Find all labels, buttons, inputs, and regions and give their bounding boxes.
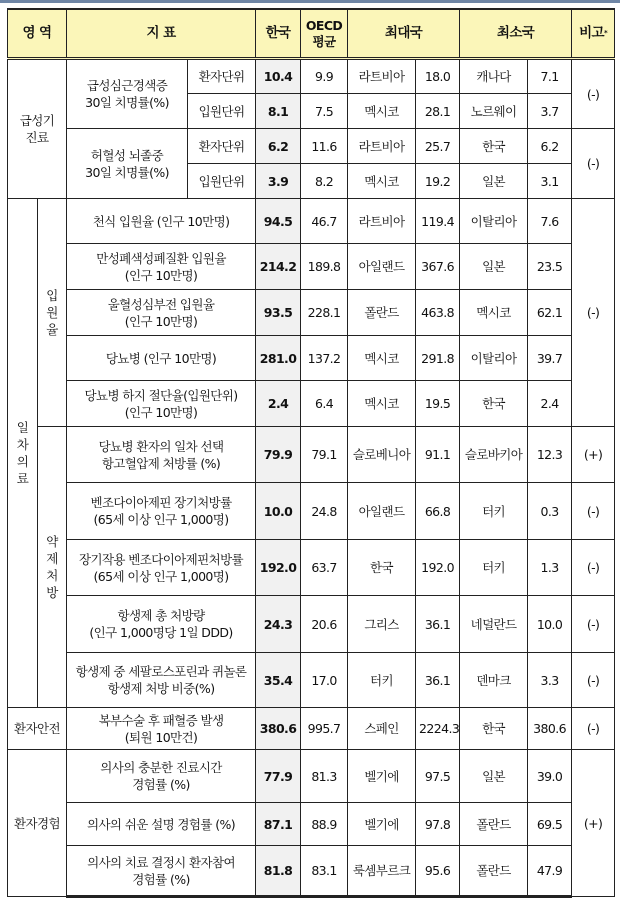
max-country: 벨기에 — [348, 750, 416, 803]
min-value: 47.9 — [528, 846, 572, 897]
min-value: 3.7 — [528, 94, 572, 129]
header-indicator: 지 표 — [67, 9, 256, 59]
oecd-value: 137.2 — [301, 336, 348, 381]
min-value: 7.6 — [528, 199, 572, 244]
area-patient-experience: 환자경험 — [8, 750, 67, 897]
min-country: 터키 — [460, 483, 528, 540]
unit: 입원단위 — [188, 94, 256, 129]
table-row — [8, 59, 615, 94]
table-row — [8, 653, 615, 708]
korea-value: 77.9 — [256, 750, 301, 803]
korea-value: 2.4 — [256, 381, 301, 427]
indicator-text: (인구 10만명) — [124, 404, 198, 420]
indicator-text: 항고혈압제 처방률 (%) — [101, 455, 221, 471]
indicator — [67, 596, 256, 653]
max-value: 28.1 — [416, 94, 460, 129]
note: (+) — [572, 427, 615, 483]
table-row — [8, 129, 615, 164]
korea-value: 94.5 — [256, 199, 301, 244]
indicator-text: (65세 이상 인구 1,000명) — [93, 512, 229, 527]
indicator-text: 의사의 쉬운 설명 경험률 (%) — [86, 816, 236, 832]
korea-value: 79.9 — [256, 427, 301, 483]
oecd-value: 24.8 — [301, 483, 348, 540]
min-value: 10.0 — [528, 596, 572, 653]
indicator-stroke — [67, 129, 188, 199]
max-country: 벨기에 — [348, 803, 416, 846]
unit: 환자단위 — [188, 59, 256, 94]
min-country: 한국 — [460, 708, 528, 750]
table-row — [8, 750, 615, 803]
table-row — [8, 427, 615, 483]
oecd-value: 88.9 — [301, 803, 348, 846]
oecd-value: 63.7 — [301, 540, 348, 596]
area-patient-safety: 환자안전 — [8, 708, 67, 750]
table-row — [8, 846, 615, 897]
header-row — [8, 9, 615, 59]
oecd-value: 228.1 — [301, 290, 348, 336]
max-country: 아일랜드 — [348, 483, 416, 540]
max-value: 192.0 — [416, 540, 460, 596]
min-value: 0.3 — [528, 483, 572, 540]
max-value: 119.4 — [416, 199, 460, 244]
area-char: 의 — [16, 454, 29, 469]
max-value: 97.5 — [416, 750, 460, 803]
indicator-text: 울혈성심부전 입원율 — [107, 296, 215, 312]
max-country: 라트비아 — [348, 59, 416, 94]
table-row — [8, 199, 615, 244]
oecd-value: 7.5 — [301, 94, 348, 129]
max-value: 291.8 — [416, 336, 460, 381]
min-country: 일본 — [460, 244, 528, 290]
korea-value: 281.0 — [256, 336, 301, 381]
indicator-text: 당뇨병 환자의 일차 선택 — [98, 438, 224, 454]
max-country: 룩셈부르크 — [348, 846, 416, 897]
min-country: 폴란드 — [460, 803, 528, 846]
indicator — [67, 803, 256, 846]
indicator — [67, 381, 256, 427]
header-oecd-line2: 평균 — [312, 33, 336, 49]
korea-value: 87.1 — [256, 803, 301, 846]
subarea-prescription — [38, 427, 67, 708]
max-country: 멕시코 — [348, 164, 416, 199]
min-country: 터키 — [460, 540, 528, 596]
header-min-country: 최소국 — [460, 9, 572, 59]
min-country: 한국 — [460, 129, 528, 164]
header-oecd — [301, 9, 348, 59]
indicator-text: 30일 치명률(%) — [85, 164, 169, 180]
note: (-) — [572, 540, 615, 596]
max-country: 멕시코 — [348, 94, 416, 129]
table-row — [8, 708, 615, 750]
table-row — [8, 244, 615, 290]
indicator-text: (인구 1,000명당 1일 DDD) — [89, 625, 233, 640]
min-country: 이탈리아 — [460, 336, 528, 381]
max-country: 폴란드 — [348, 290, 416, 336]
unit: 환자단위 — [188, 129, 256, 164]
header-note-label: 비고 — [579, 25, 604, 41]
table-row — [8, 540, 615, 596]
max-value: 66.8 — [416, 483, 460, 540]
subarea-char: 원 — [46, 305, 58, 320]
header-note — [572, 9, 615, 59]
korea-value: 10.4 — [256, 59, 301, 94]
max-value: 19.5 — [416, 381, 460, 427]
max-country: 라트비아 — [348, 199, 416, 244]
header-area: 영 역 — [8, 9, 67, 59]
oecd-value: 20.6 — [301, 596, 348, 653]
area-label: 진료 — [25, 130, 49, 145]
oecd-value: 8.2 — [301, 164, 348, 199]
korea-value: 35.4 — [256, 653, 301, 708]
indicator-text: 만성폐색성폐질환 입원율 — [96, 250, 226, 266]
indicator-text: 급성심근경색증 — [86, 78, 168, 93]
korea-value: 93.5 — [256, 290, 301, 336]
area-char: 일 — [16, 420, 29, 435]
oecd-value: 6.4 — [301, 381, 348, 427]
note: (-) — [572, 708, 615, 750]
note: (+) — [572, 750, 615, 897]
min-country: 노르웨이 — [460, 94, 528, 129]
indicator-text: 천식 입원율 (인구 10만명) — [92, 213, 230, 229]
min-value: 39.7 — [528, 336, 572, 381]
area-char: 료 — [16, 471, 29, 486]
max-country: 한국 — [348, 540, 416, 596]
indicator — [67, 336, 256, 381]
max-country: 터키 — [348, 653, 416, 708]
unit: 입원단위 — [188, 164, 256, 199]
indicator — [67, 427, 256, 483]
oecd-value: 11.6 — [301, 129, 348, 164]
indicator — [67, 483, 256, 540]
indicator — [67, 199, 256, 244]
table-row — [8, 336, 615, 381]
indicator-text: 경험률 (%) — [132, 777, 190, 792]
min-value: 2.4 — [528, 381, 572, 427]
oecd-value: 995.7 — [301, 708, 348, 750]
min-country: 일본 — [460, 750, 528, 803]
oecd-value: 17.0 — [301, 653, 348, 708]
max-country: 그리스 — [348, 596, 416, 653]
subarea-char: 약 — [46, 534, 58, 549]
max-country: 스페인 — [348, 708, 416, 750]
indicator-text: (인구 10만명) — [124, 267, 198, 283]
indicator-text: (65세 이상 인구 1,000명) — [93, 568, 229, 584]
min-value: 12.3 — [528, 427, 572, 483]
max-value: 19.2 — [416, 164, 460, 199]
header-korea: 한국 — [256, 9, 301, 59]
header-max-country: 최대국 — [348, 9, 460, 59]
min-country: 이탈리아 — [460, 199, 528, 244]
health-indicator-table — [7, 8, 615, 898]
min-value: 39.0 — [528, 750, 572, 803]
header-note-mark: * — [603, 29, 608, 37]
note: (-) — [572, 59, 615, 129]
min-value: 7.1 — [528, 59, 572, 94]
indicator-text: 30일 치명률(%) — [85, 95, 169, 110]
note: (-) — [572, 199, 615, 427]
indicator — [67, 290, 256, 336]
max-value: 91.1 — [416, 427, 460, 483]
oecd-value: 46.7 — [301, 199, 348, 244]
max-value: 25.7 — [416, 129, 460, 164]
korea-value: 214.2 — [256, 244, 301, 290]
max-value: 463.8 — [416, 290, 460, 336]
max-value: 36.1 — [416, 653, 460, 708]
indicator-text: 복부수술 후 패혈증 발생 — [98, 712, 224, 728]
min-value: 23.5 — [528, 244, 572, 290]
korea-value: 3.9 — [256, 164, 301, 199]
max-value: 97.8 — [416, 803, 460, 846]
korea-value: 81.8 — [256, 846, 301, 897]
subarea-admission — [38, 199, 67, 427]
korea-value: 8.1 — [256, 94, 301, 129]
indicator-text: 항생제 처방 비중(%) — [107, 681, 215, 696]
indicator-text: 허혈성 뇌졸중 — [90, 147, 164, 163]
indicator-text: 당뇨병 (인구 10만명) — [105, 350, 217, 366]
area-label: 급성기 — [19, 113, 55, 128]
max-value: 2224.3 — [416, 708, 460, 750]
subarea-char: 제 — [46, 551, 58, 566]
max-value: 18.0 — [416, 59, 460, 94]
oecd-value: 79.1 — [301, 427, 348, 483]
indicator-text: (퇴원 10만건) — [124, 729, 198, 745]
min-value: 69.5 — [528, 803, 572, 846]
oecd-value: 9.9 — [301, 59, 348, 94]
korea-value: 380.6 — [256, 708, 301, 750]
oecd-value: 83.1 — [301, 846, 348, 897]
indicator-text: (인구 10만명) — [124, 313, 198, 329]
indicator — [67, 750, 256, 803]
subarea-char: 율 — [46, 322, 58, 337]
subarea-char: 방 — [46, 585, 58, 600]
korea-value: 24.3 — [256, 596, 301, 653]
max-value: 95.6 — [416, 846, 460, 897]
min-value: 62.1 — [528, 290, 572, 336]
oecd-value: 189.8 — [301, 244, 348, 290]
indicator-text: 벤조다이아제핀 장기처방률 — [90, 495, 232, 510]
note: (-) — [572, 129, 615, 199]
min-country: 일본 — [460, 164, 528, 199]
note: (-) — [572, 483, 615, 540]
indicator — [67, 653, 256, 708]
indicator-text: 의사의 치료 결정시 환자참여 — [87, 854, 235, 870]
table-row — [8, 290, 615, 336]
note: (-) — [572, 596, 615, 653]
header-oecd-line1: OECD — [305, 17, 343, 33]
min-country: 덴마크 — [460, 653, 528, 708]
area-acute — [8, 59, 67, 199]
max-country: 아일랜드 — [348, 244, 416, 290]
korea-value: 192.0 — [256, 540, 301, 596]
min-country: 폴란드 — [460, 846, 528, 897]
min-country: 한국 — [460, 381, 528, 427]
min-value: 3.3 — [528, 653, 572, 708]
note: (-) — [572, 653, 615, 708]
indicator-text: 장기작용 벤조다이아제핀처방률 — [79, 551, 244, 567]
indicator — [67, 540, 256, 596]
area-primary-care — [8, 199, 38, 708]
table-row — [8, 803, 615, 846]
indicator-text: 항생제 중 세팔로스포린과 퀴놀론 — [75, 664, 247, 679]
indicator-text: 의사의 충분한 진료시간 — [100, 760, 222, 775]
table-row — [8, 596, 615, 653]
min-country: 슬로바키아 — [460, 427, 528, 483]
indicator-ami — [67, 59, 188, 129]
min-country: 캐나다 — [460, 59, 528, 94]
korea-value: 6.2 — [256, 129, 301, 164]
table-row — [8, 381, 615, 427]
max-country: 라트비아 — [348, 129, 416, 164]
area-char: 차 — [16, 437, 29, 452]
subarea-char: 입 — [46, 288, 58, 303]
indicator-text: 항생제 총 처방량 — [117, 608, 205, 623]
min-value: 3.1 — [528, 164, 572, 199]
max-country: 멕시코 — [348, 381, 416, 427]
max-value: 367.6 — [416, 244, 460, 290]
min-country: 멕시코 — [460, 290, 528, 336]
indicator-text: 경험률 (%) — [132, 871, 190, 887]
indicator — [67, 244, 256, 290]
min-value: 1.3 — [528, 540, 572, 596]
max-value: 36.1 — [416, 596, 460, 653]
min-country: 네덜란드 — [460, 596, 528, 653]
top-strip — [0, 0, 620, 3]
indicator-text: 당뇨병 하지 절단율(입원단위) — [84, 387, 238, 403]
oecd-value: 81.3 — [301, 750, 348, 803]
table-row — [8, 483, 615, 540]
indicator — [67, 846, 256, 897]
max-country: 멕시코 — [348, 336, 416, 381]
min-value: 380.6 — [528, 708, 572, 750]
subarea-char: 처 — [46, 568, 58, 583]
min-value: 6.2 — [528, 129, 572, 164]
indicator — [67, 708, 256, 750]
max-country: 슬로베니아 — [348, 427, 416, 483]
korea-value: 10.0 — [256, 483, 301, 540]
